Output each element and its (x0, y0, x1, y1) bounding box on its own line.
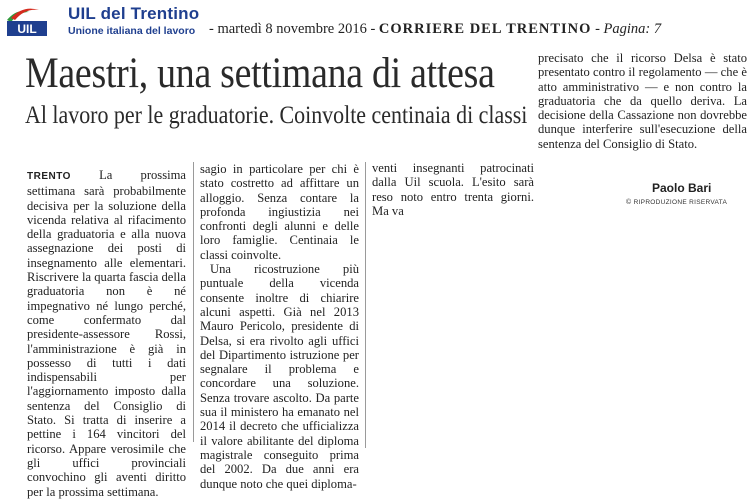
uil-logo (5, 5, 53, 39)
issue-line (209, 21, 661, 38)
column-1-text: La prossima settimana sarà probabilmente decisiva per la soluzione della vicenda relativa al rifacimento della graduatoria e alla nuova assegnazione dei posti di insegnamento alle elementari. Riscrivere la quarta fascia della graduatoria non è né impegnativo né lungo perché, come confermato dal presidente-assessore Rossi, l'amministrazione è già in possesso di tutti i dati indispensabili per l'aggiornamento imposto dalla sentenza del Consiglio di Stato. Si tratta di inserire a pettine i 164 vincitori del ricorso. Appare verosimile che gli uffici provinciali convochino gli aventi diritto per la prossima settimana. (27, 168, 186, 499)
org-subtitle: Unione italiana del lavoro (68, 25, 196, 37)
article-column-1 (27, 168, 186, 499)
logo-text: UIL (17, 22, 37, 36)
column-1-paragraph (27, 168, 186, 499)
article-column-2 (200, 162, 359, 491)
column-3-paragraph: venti insegnanti patrocinati dalla Uil scuola. L'esito sarà reso noto entro trenta giorni. Ma va (372, 161, 534, 218)
newspaper-name: CORRIERE DEL TRENTINO (378, 21, 592, 37)
dateline: TRENTO (27, 171, 71, 182)
reproduction-notice (626, 199, 727, 206)
copyright-icon: © (626, 199, 632, 206)
subheadline: Al lavoro per le graduatorie. Coinvolte centinaia di classi (25, 100, 528, 129)
org-name: UIL del Trentino (68, 4, 200, 23)
column-2-paragraph-2: Una ricostruzione più puntuale della vicenda consente inoltre di chiarire alcuni aspetti. Già nel 2013 Mauro Pericolo, presidente di Delsa, si era rivolto agli uffici del Dipartimento istruzione per segnalare il problema e concordare una soluzione. Senza trovare ascolto. Da parte sua il ministero ha emanato nel 2014 il decreto che ufficializza il valore abilitante del diploma magistrale conseguito prima del 2002. Da due anni era dunque noto che quei diploma- (200, 262, 359, 491)
column-2-paragraph-1: sagio in particolare per chi è stato costretto ad affittare un alloggio. Senza contare la profonda ingiustizia nei confronti degli alunni e delle loro famiglie. Centinaia le classi coinvolte. (200, 162, 359, 262)
page-label: - Pagina: (595, 21, 651, 37)
byline: Paolo Bari (652, 181, 712, 195)
article-column-3 (372, 161, 534, 218)
column-divider (193, 162, 194, 442)
column-4-paragraph: precisato che il ricorso Delsa è stato presentato contro il regolamento — che è atto amministrativo — e non contro la graduatoria che da quello deriva. La decisione della Cassazione non dovrebbe dunque interferire sull'esecuzione della sentenza del Consiglio di Stato. (538, 51, 747, 151)
page-number: 7 (653, 21, 662, 37)
reproduction-text: RIPRODUZIONE RISERVATA (633, 199, 728, 206)
article-column-4 (538, 51, 747, 151)
logo-red-swoosh (11, 9, 39, 20)
headline: Maestri, una settimana di attesa (25, 50, 495, 97)
issue-date: - martedì 8 novembre 2016 - (209, 21, 376, 37)
column-divider (365, 162, 366, 448)
